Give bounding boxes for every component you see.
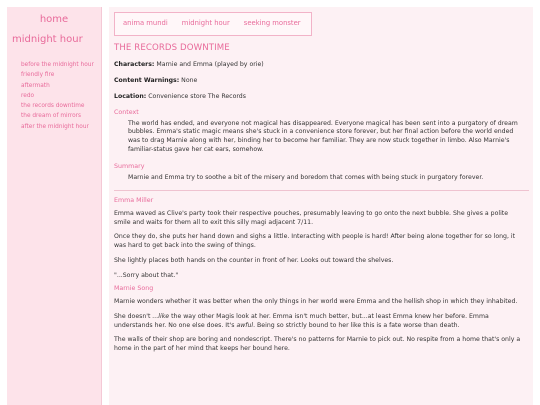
content-warnings-label: Content Warnings: xyxy=(114,76,180,84)
context-text: The world has ended, and everyone not magical has disappeared. Everyone magical has been sent into a purgatory of dream bubbles. Emma's static magic means she's stuck in a convenience store forever, but her final action before the world ended was to drag Marnie along with her, binding her to become her familiar. They are now stuck together in limbo. Also Marnie's familiar-status gave her cat ears, somehow. xyxy=(128,119,518,153)
location-value: Convenience store The Records xyxy=(146,92,246,100)
sidebar-item-after-the-midnight-hour[interactable]: after the midnight hour xyxy=(21,123,89,130)
emma-paragraph-1: Emma waved as Clive's party took their respective pouches, presumably leaving to go onto the next bubble. She gives a polite smile and waits for them all to exit this silly magi adjacent 7/11. xyxy=(114,210,509,226)
sidebar-item-friendly-fire[interactable]: friendly fire xyxy=(21,72,55,79)
sidebar xyxy=(7,7,102,405)
marnie-p2-part-b: the way other Magis look at her. Emma isn't much better, but...at least Emma knew her before. Emma understands her. No one else does. It's xyxy=(114,312,489,329)
content-warnings-line xyxy=(114,77,529,84)
sidebar-home-link[interactable]: home xyxy=(39,14,69,25)
sidebar-item-redo[interactable]: redo xyxy=(21,92,35,99)
marnie-heading: Marnie Song xyxy=(114,285,154,293)
characters-value: Marnie and Emma (played by orie) xyxy=(154,60,264,68)
nav-link-anima-mundi[interactable]: anima mundi xyxy=(123,19,168,27)
content-warnings-value: None xyxy=(179,76,198,84)
summary-text: Marnie and Emma try to soothe a bit of the misery and boredom that comes with being stuck in purgatory forever. xyxy=(128,174,484,182)
marnie-p2-emphasis-1: ...like xyxy=(152,312,170,320)
location-line xyxy=(114,93,529,100)
emma-paragraph-2: Once they do, she puts her hand down and sighs a little. Interacting with people is hard! After being alone together for so long, it was hard to get back into the swing of things. xyxy=(114,233,516,250)
sidebar-item-before-the-midnight-hour[interactable]: before the midnight hour xyxy=(21,62,94,68)
emma-paragraph-3: She lightly places both hands on the counter in front of her. Looks out toward the shelves. xyxy=(114,256,394,264)
marnie-paragraph-2 xyxy=(114,313,525,330)
page-title: THE RECORDS DOWNTIME xyxy=(114,42,230,53)
divider xyxy=(114,190,529,191)
summary-heading: Summary xyxy=(114,163,145,171)
context-heading: Context xyxy=(114,108,139,116)
emma-heading: Emma Miller xyxy=(114,197,154,205)
marnie-paragraph-3: The walls of their shop are boring and nondescript. There's no patterns for Marnie to pick out. No respite from a home that's only a home in the part of her mind that keeps her bound here. xyxy=(114,336,521,353)
marnie-p2-part-c: . Being so strictly bound to her like this is a fate worse than death. xyxy=(253,321,460,329)
emma-paragraph-4: "...Sorry about that." xyxy=(114,271,179,279)
location-label: Location: xyxy=(114,92,147,100)
nav-link-seeking-monster[interactable]: seeking monster xyxy=(243,19,301,27)
sidebar-list xyxy=(7,60,101,132)
characters-line xyxy=(114,61,529,68)
nav-link-midnight-hour[interactable]: midnight hour xyxy=(181,19,230,27)
marnie-p2-emphasis-2: awful xyxy=(236,321,254,329)
marnie-p2-part-a: She doesn't xyxy=(114,312,153,320)
sidebar-item-aftermath[interactable]: aftermath xyxy=(21,82,50,89)
characters-label: Characters: xyxy=(114,60,155,68)
sidebar-item-the-records-downtime[interactable]: the records downtime xyxy=(21,103,85,110)
sidebar-title[interactable]: midnight hour xyxy=(12,34,83,45)
sidebar-item-the-dream-of-mirrors[interactable]: the dream of mirrors xyxy=(21,113,82,120)
main-content xyxy=(109,7,533,405)
top-nav xyxy=(114,12,312,36)
marnie-paragraph-1: Marnie wonders whether it was better when the only things in her world were Emma and the hellish shop in which they inhabited. xyxy=(114,298,518,306)
